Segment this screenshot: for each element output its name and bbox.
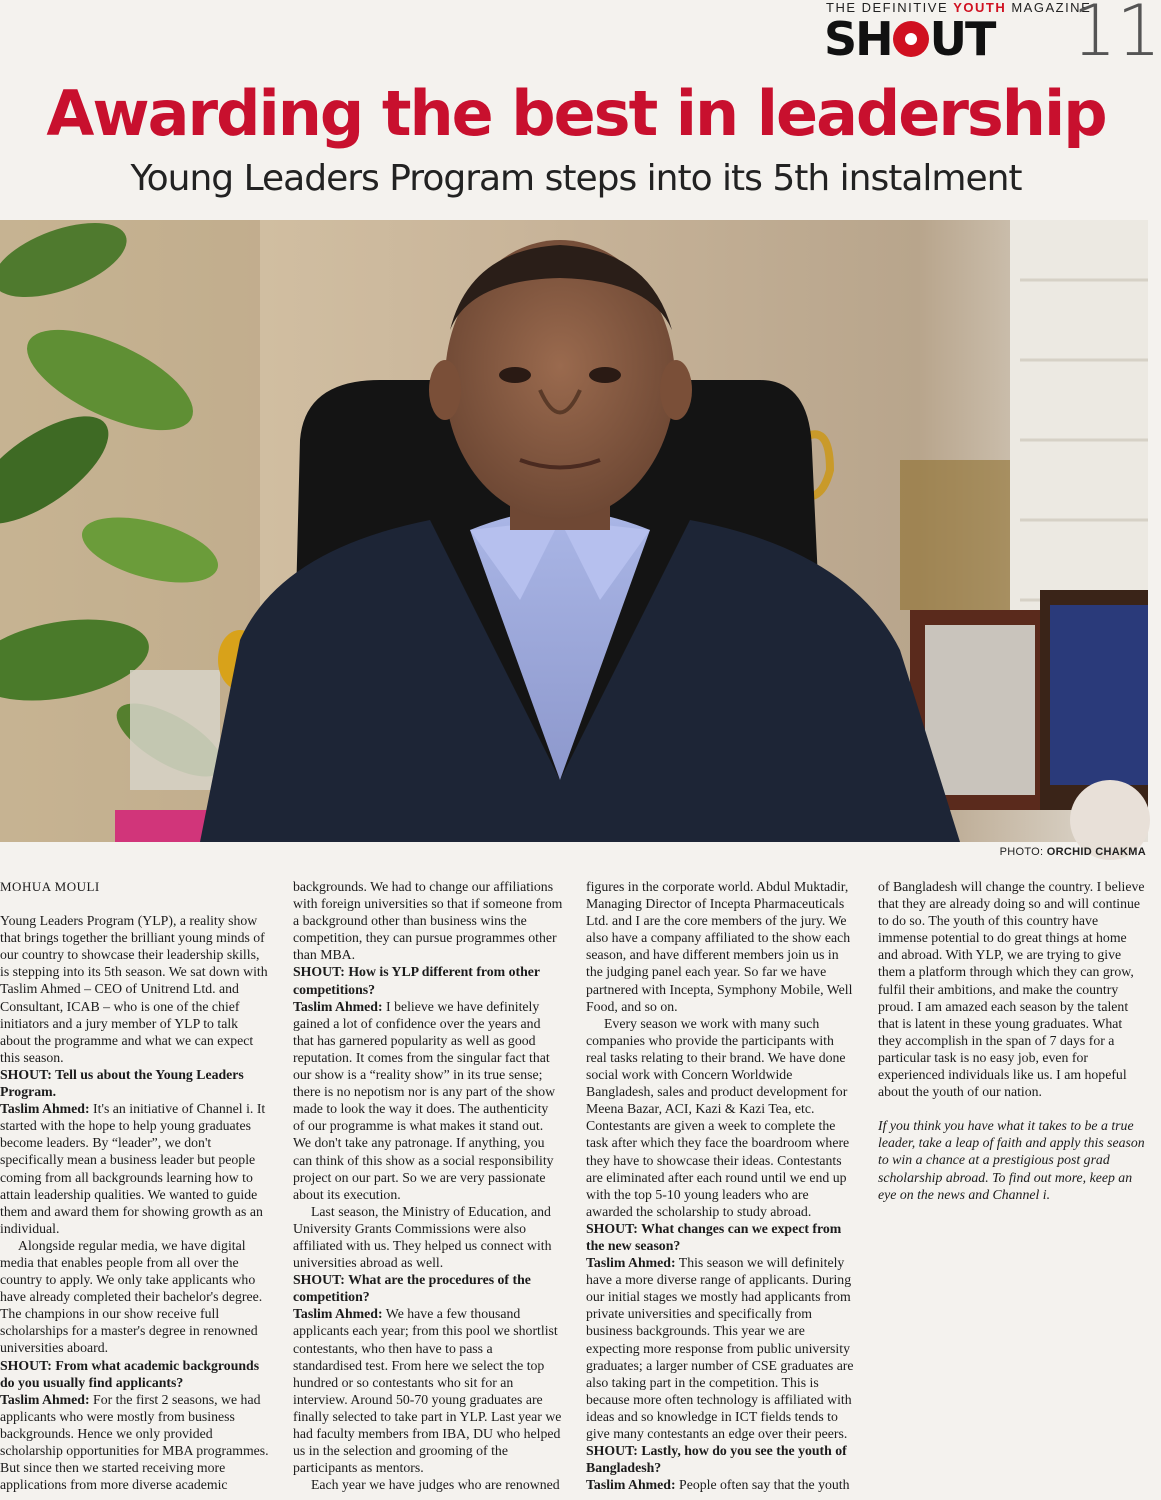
article-column-2 [293,878,563,1493]
answer-1-text: It's an initiative of Channel i. It started with the hope to help young graduates become leaders. By “leader”, we don't specifically mean a business leader but people coming from all backgrounds learning how to attain leadership qualities. We wanted to guide them and award them for showing growth as an individual. [0,1101,266,1236]
answer-4-text: We have a few thousand applicants each year; from this pool we shortlist contestants, who then have to pass a standardised test. From here we select the top hundred or so contestants who sit for an interview. Around 50-70 young graduates are finally selected to take part in YLP. Last year we had faculty members from IBA, DU who helped us in the selection and grooming of the participants as mentors. [293,1306,562,1476]
answer-3-continued: Last season, the Ministry of Education, and University Grants Commissions were also affiliated with us. They helped us connect with universities abroad as well. [293,1203,552,1271]
portrait-photo [0,220,1148,842]
question-6: SHOUT: Lastly, how do you see the youth of Bangladesh? [586,1443,847,1476]
answer-5-text: This season we will definitely have a more diverse range of applicants. During our initial stages we mostly had applicants from private universities and specifically from business backgrounds. This year we are expecting more response from public university graduates; a larger number of CSE graduates are also taking part in the competition. This is because more often technology is affiliated with ideas and so knowledge in ICT fields tends to give many contestants an edge over their peers. [586,1255,854,1441]
article-column-4 [878,878,1148,1203]
subheadline: Young Leaders Program steps into its 5th instalment [130,158,1022,199]
logo-target-icon [893,21,929,57]
portrait-illustration [0,220,1148,842]
answer-6-cont: of Bangladesh will change the country. I believe that they are already doing so and will continue to do so. The youth of this country have immense potential to do great things at home and abroad. With YLP, we are trying to give them a platform through which they can grow, fulfil their ambitions, and make the country proud. I am amazed each season by the talent that is latent in these young graduates. What they accomplish in the span of 7 days for a particular task is no easy job, even for experienced individuals like us. I am hopeful about the youth of our nation. [878,879,1145,1100]
question-1: SHOUT: Tell us about the Young Leaders Program. [0,1066,244,1100]
speaker-label: Taslim Ahmed: [586,1477,676,1493]
answer-3 [293,998,563,1203]
photo-credit [1000,846,1146,858]
speaker-label: Taslim Ahmed: [293,998,383,1014]
intro-paragraph: Young Leaders Program (YLP), a reality show that brings together the brilliant young minds of our country to showcase their leadership skills, is stepping into its 5th season. We sat down with Taslim Ahmed – CEO of Unitrend Ltd. and Consultant, ICAB – who is one of the chief initiators and a jury member of YLP to talk about the programme and what we can expect this season. [0,913,268,1065]
answer-6-text: People often say that the youth [675,1477,850,1493]
speaker-label: Taslim Ahmed: [0,1391,90,1407]
article-column-1 [0,878,270,1493]
speaker-label: Taslim Ahmed: [0,1101,90,1117]
answer-2 [0,1391,270,1494]
article-column-3 [586,878,856,1493]
answer-4-continued-cont: figures in the corporate world. Abdul Muktadir, Managing Director of Incepta Pharmaceuticals Ltd. and I are the core members of the jury. We also have a company affiliated to the show each season, and have different members join us in the judging panel each year. So far we have partnered with Incepta, Symphony Mobile, Well Food, and so on. [586,879,853,1014]
headline: Awarding the best in leadership [46,77,1106,150]
shout-logo [824,12,995,66]
logo-text-left: SH [824,12,892,66]
question-3: SHOUT: How is YLP different from other competitions? [293,964,540,997]
speaker-label: Taslim Ahmed: [293,1306,383,1322]
answer-6 [586,1476,856,1493]
answer-1-continued: Alongside regular media, we have digital media that enables people from all over the country to apply. We only take applicants who have already completed their bachelor's degree. The champions in our show receive full scholarships for a master's degree in renowned universities aboard. [0,1237,263,1356]
answer-4 [293,1305,563,1476]
answer-2-cont: backgrounds. We had to change our affiliations with foreign universities so that if someone from a background other than business wins the competition, they can pursue programmes other than MBA. [293,879,563,963]
question-5: SHOUT: What changes can we expect from the new season? [586,1220,842,1253]
tagline-youth: YOUTH [953,0,1007,15]
logo-text-right: UT [929,12,995,66]
answer-2-text: For the first 2 seasons, we had applicants who were mostly from business backgrounds. Hence we only provided scholarship opportunities for MBA programmes. But since then we started receiving more applications from more diverse academic [0,1391,269,1493]
answer-3-text: I believe we have definitely gained a lot of confidence over the years and that has garnered popularity as well as good reputation. It comes from the singular fact that our show is a “reality show” in its true sense; there is no nepotism nor is any part of the show made to look the way it does. The authenticity of our programme is what makes it stand out. We don't take any patronage. If anything, you can think of this show as a social responsibility project on our part. So we are very passionate about its execution. [293,998,556,1202]
tagline-text-end: MAGAZINE [1006,0,1092,15]
question-4: SHOUT: What are the procedures of the competition? [293,1272,531,1305]
answer-4-continued: Each year we have judges who are renowned [311,1477,560,1493]
page-number: 11 [1072,0,1161,72]
question-2: SHOUT: From what academic backgrounds do you usually find applicants? [0,1357,260,1390]
answer-4-more: Every season we work with many such companies who provide the participants with real tasks relating to their brand. We have done social work with Concern Worldwide Bangladesh, sales and product development for Meena Bazar, ACI, Kazi & Kazi Tea, etc. Contestants are given a week to complete the task after which they face the boardroom where they have to showcase their ideas. Contestants are eliminated after each round until we end up with the top 5-10 young leaders who are awarded the scholarship to study abroad. [586,1015,850,1219]
photo-credit-label: PHOTO: [999,846,1047,858]
photo-credit-name: ORCHID CHAKMA [1046,846,1146,858]
author-byline: MOHUA MOULI [0,879,100,894]
answer-1 [0,1100,270,1237]
answer-5 [586,1254,856,1442]
tagline-text: THE DEFINITIVE [826,0,954,15]
closing-note: If you think you have what it takes to be a true leader, take a leap of faith and apply this season to win a chance at a prestigious post grad scholarship abroad. To find out more, keep an eye on the news and Channel i. [878,1118,1145,1202]
speaker-label: Taslim Ahmed: [586,1255,676,1271]
